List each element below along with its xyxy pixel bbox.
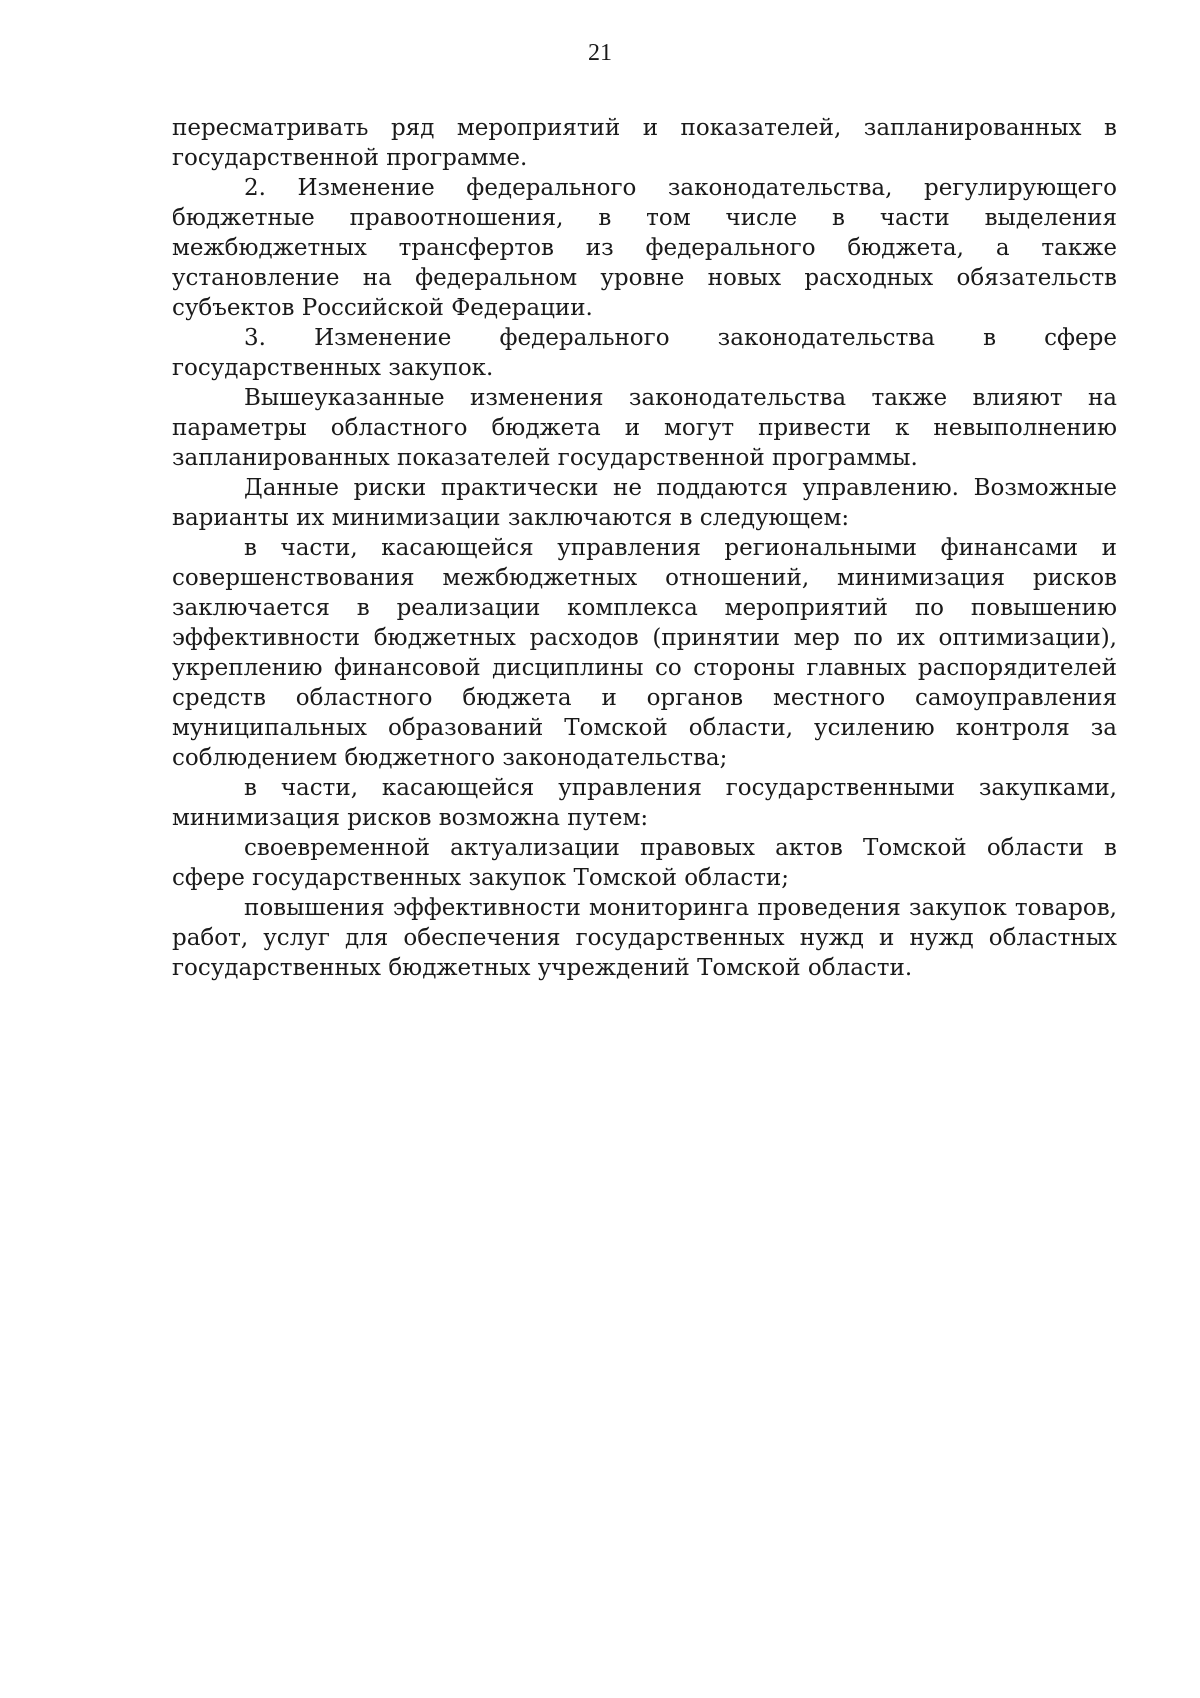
- paragraph: своевременной актуализации правовых актов Томской области в сфере государственных закупок Томской области;: [172, 835, 1117, 891]
- paragraph: 3. Изменение федерального законодательства в сфере государственных закупок.: [172, 325, 1117, 381]
- paragraph: повышения эффективности мониторинга проведения закупок товаров, работ, услуг для обеспечения государственных нужд и нужд областных государственных бюджетных учреждений Томской области.: [172, 895, 1117, 981]
- paragraph: в части, касающейся управления государственными закупками, минимизация рисков возможна путем:: [172, 775, 1117, 831]
- paragraph: в части, касающейся управления региональными финансами и совершенствования межбюджетных отношений, минимизация рисков заключается в реализации комплекса мероприятий по повышению эффективности бюджетных расходов (принятии мер по их оптимизации), укреплению финансовой дисциплины со стороны главных распорядителей средств областного бюджета и органов местного самоуправления муниципальных образований Томской области, усилению контроля за соблюдением бюджетного законодательства;: [172, 535, 1117, 771]
- paragraph: Данные риски практически не поддаются управлению. Возможные варианты их минимизации заключаются в следующем:: [172, 475, 1117, 531]
- document-body: [172, 113, 1117, 983]
- paragraph: Вышеуказанные изменения законодательства также влияют на параметры областного бюджета и могут привести к невыполнению запланированных показателей государственной программы.: [172, 385, 1117, 471]
- page-number: 21: [588, 40, 612, 66]
- paragraph: пересматривать ряд мероприятий и показателей, запланированных в государственной программе.: [172, 115, 1117, 171]
- paragraph: 2. Изменение федерального законодательства, регулирующего бюджетные правоотношения, в том числе в части выделения межбюджетных трансфертов из федерального бюджета, а также установление на федеральном уровне новых расходных обязательств субъектов Российской Федерации.: [172, 175, 1117, 321]
